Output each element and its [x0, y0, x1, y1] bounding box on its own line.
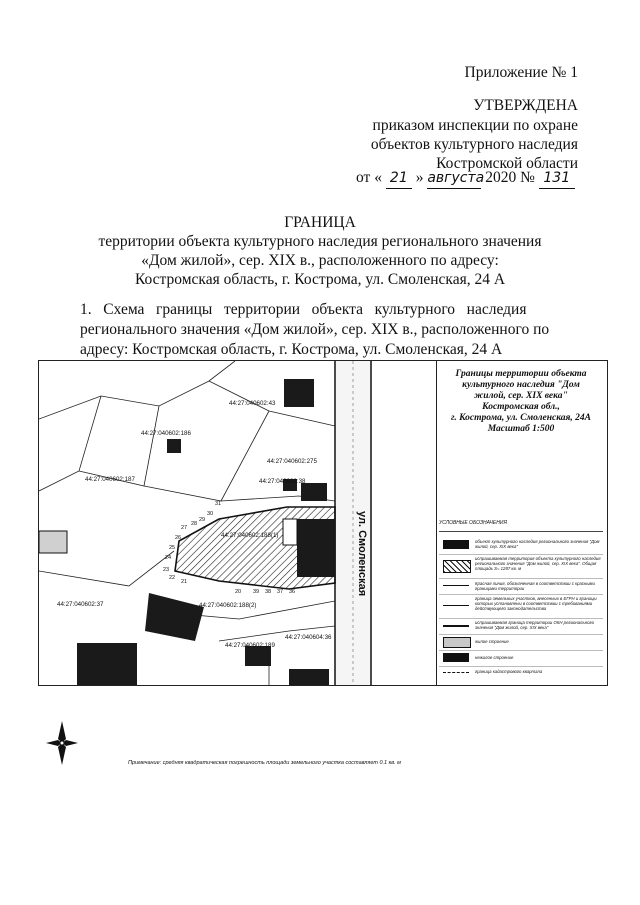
non-residential-building [167, 439, 181, 453]
date-mid: » [415, 169, 424, 186]
point-label: 31 [215, 501, 222, 507]
legend-row [439, 578, 603, 595]
point-label: 25 [169, 545, 176, 551]
legend-swatch-parcel [443, 605, 469, 606]
legend-swatch-non-residential [443, 653, 469, 662]
non-residential-building [301, 483, 327, 501]
point-label: 21 [181, 579, 188, 585]
legend-swatch-quarter [443, 672, 469, 673]
point-label: 20 [235, 589, 242, 595]
title-line-2: «Дом жилой», сер. XIX в., расположенного по адресу: [141, 252, 499, 269]
point-label: 39 [253, 589, 260, 595]
legend-scale: Масштаб 1:500 [487, 424, 555, 434]
legend-row [439, 634, 603, 651]
point-label: 36 [289, 589, 296, 595]
legend-row [439, 650, 603, 667]
parcel-boundary [39, 361, 235, 419]
legend-panel [435, 360, 608, 686]
point-label: 30 [207, 511, 214, 517]
parcel-label: 44:27:040602:188(1) [221, 532, 279, 539]
legend-row [439, 618, 603, 635]
point-label: 23 [163, 567, 170, 573]
legend-swatch-residential [443, 637, 471, 648]
building-outline [283, 519, 297, 545]
parcel-label: 44:27:040602:37 [57, 601, 104, 608]
paragraph-line-2: регионального значения «Дом жилой», сер. XIX в., расположенного по [80, 321, 550, 338]
parcel-label: 44:27:040602:189 [225, 642, 275, 649]
legend-row [439, 554, 603, 579]
map-drawing [39, 361, 436, 685]
parcel-label: 44:27:040602:43 [229, 400, 276, 407]
legend-table [439, 531, 603, 682]
order-number-handwritten: 131 [539, 169, 575, 189]
date-year: 2020 № [485, 169, 535, 186]
title-line-1: территории объекта культурного наследия регионального значения [98, 233, 542, 250]
approval-line-1: приказом инспекции по охране [372, 117, 578, 134]
legend-row [439, 594, 603, 619]
legend-swatch-heritage [443, 540, 469, 549]
appendix-label: Приложение № 1 [464, 64, 578, 81]
legend-text: граница кадастрового квартала [475, 669, 543, 674]
parcel-label: 44:27:040602:188(2) [199, 602, 257, 609]
accuracy-note: Примечание: средняя квадратическая погрешность площади земельного участка составляет 0.1 кв. м [128, 760, 401, 766]
legend-text: граница земельных участков, внесенных в ЕГРН и границы которых установлены в соответствии с требованиями действующего законодательства [475, 596, 597, 611]
parcel-label: 44:27:040604:36 [285, 634, 332, 641]
point-label: 26 [175, 535, 182, 541]
north-arrow-icon [44, 720, 80, 766]
legend-text: объект культурного наследия регионального значения "Дом жилой, сер. XIX века" [475, 539, 600, 549]
point-label: 27 [181, 525, 188, 531]
title-line-3: Костромская область, г. Кострома, ул. Смоленская, 24 А [134, 271, 506, 288]
approval-line-2: объектов культурного наследия [370, 136, 578, 153]
legend-text: испрашиваемая граница территории ОКН регионального значения "Дом жилой, сер. XIX века" [475, 620, 594, 630]
parcel-boundary [79, 406, 159, 486]
legend-title-3: жилой, сер. XIX века" [474, 391, 568, 401]
legend-swatch-territory [443, 560, 471, 573]
street-label: ул. Смоленская [356, 511, 368, 597]
point-label: 24 [165, 555, 172, 561]
paragraph-line-3: адресу: Костромская область, г. Кострома, ул. Смоленская, 24 А [80, 341, 503, 358]
legend-text: испрашиваемая территория объекта культурного наследия регионального значения "Дом жилой, сер. XIX века". Общая площадь S= 1287 кв. м [475, 556, 601, 571]
legend-row [439, 536, 603, 555]
point-label: 29 [199, 517, 206, 523]
non-residential-building [245, 646, 271, 666]
legend-heading: УСЛОВНЫЕ ОБОЗНАЧЕНИЯ [439, 520, 507, 526]
legend-text: Красная линия, обозначенная в соответствии с красными границами территории [475, 581, 595, 591]
legend-title-5: г. Кострома, ул. Смоленская, 24А [450, 413, 592, 423]
cadastral-map [38, 360, 437, 686]
heritage-building [297, 519, 335, 577]
parcel-label: 44:27:040602:186 [141, 430, 191, 437]
document-heading: ГРАНИЦА [284, 214, 356, 231]
non-residential-building [284, 379, 314, 407]
point-label: 22 [169, 575, 176, 581]
legend-swatch-boundary [443, 625, 469, 627]
approved-label: УТВЕРЖДЕНА [473, 97, 578, 114]
parcel-boundary [39, 551, 174, 586]
non-residential-building [289, 669, 329, 685]
paragraph-line-1: 1. Схема границы территории объекта культурного наследия [80, 301, 527, 318]
legend-title-1: Границы территории объекта [455, 369, 587, 379]
legend-text: нежилое строение [475, 655, 514, 660]
legend-title-4: Костромская обл., [482, 402, 560, 412]
date-prefix: от « [356, 169, 382, 186]
parcel-label: 44:27:040602:187 [85, 476, 135, 483]
parcel-label: 44:27:040602:38 [259, 478, 306, 485]
date-month-handwritten: августа [427, 169, 481, 189]
legend-title-2: культурного наследия "Дом [462, 380, 580, 390]
legend-row [439, 666, 603, 680]
point-label: 37 [277, 589, 284, 595]
residential-building [39, 531, 67, 553]
legend-text: жилое строение [475, 639, 509, 644]
parcel-boundary [144, 411, 269, 501]
legend-swatch-red-line [443, 585, 469, 586]
approval-line-3: Костромской области [436, 155, 578, 172]
point-label: 38 [265, 589, 272, 595]
date-day-handwritten: 21 [386, 169, 412, 189]
non-residential-building [145, 593, 204, 641]
point-label: 28 [191, 521, 198, 527]
parcel-label: 44:27:040602:275 [267, 458, 317, 465]
approval-date-line [356, 168, 586, 189]
non-residential-building [77, 643, 137, 685]
